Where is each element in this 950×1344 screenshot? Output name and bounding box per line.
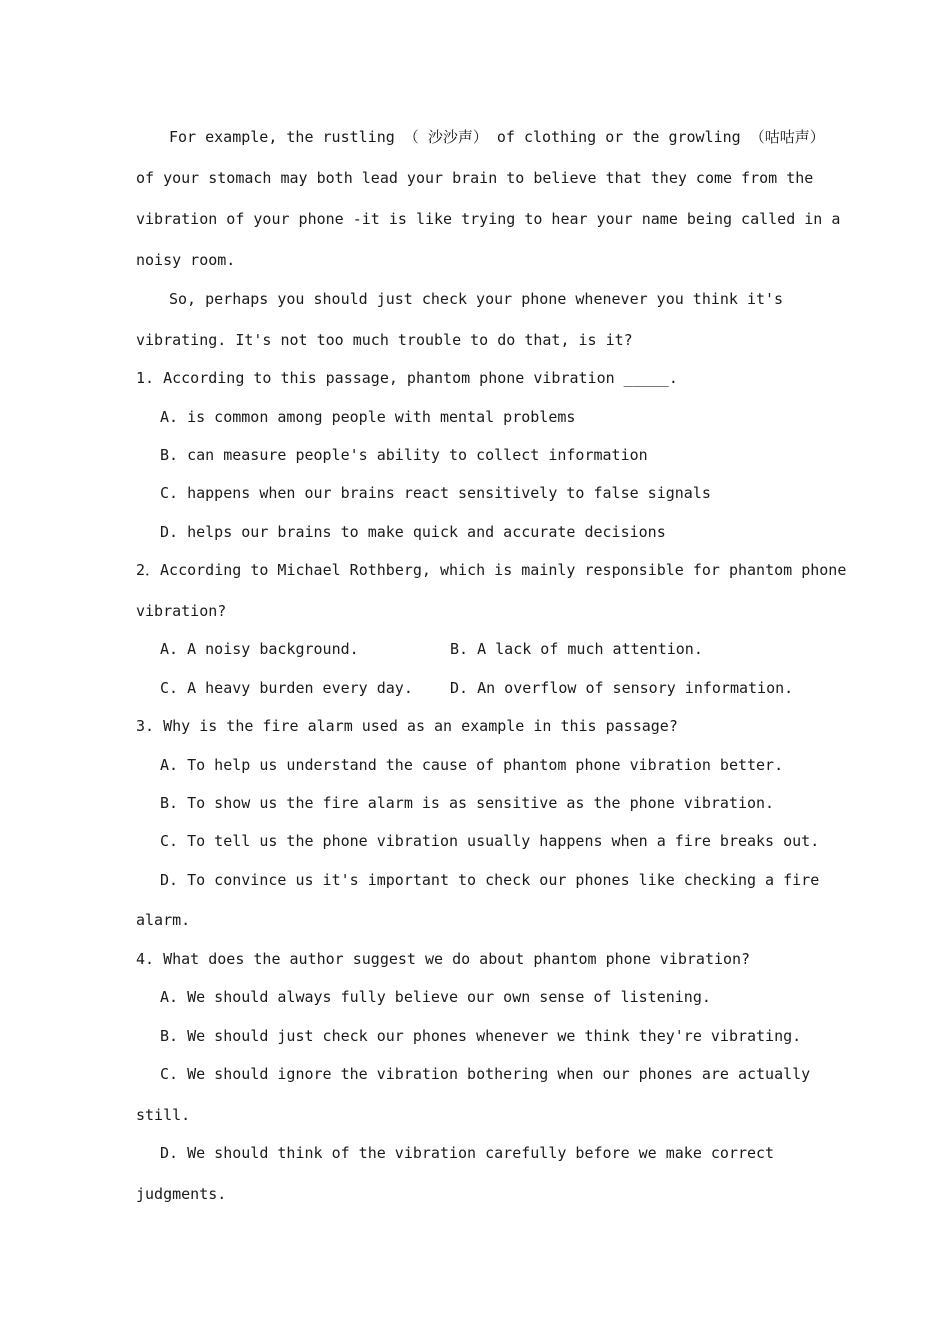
question-2-stem-cont: vibration? bbox=[136, 602, 227, 620]
question-4-option-c-cont: still. bbox=[136, 1106, 191, 1124]
question-3-stem: 3. Why is the fire alarm used as an example in this passage? bbox=[136, 717, 678, 735]
question-1-option-d: D. helps our brains to make quick and accurate decisions bbox=[160, 523, 666, 541]
question-4-option-d: D. We should think of the vibration carefully before we make correct bbox=[160, 1144, 775, 1162]
question-1-option-b: B. can measure people's ability to collect information bbox=[160, 446, 648, 464]
passage-line: noisy room. bbox=[136, 251, 236, 269]
question-4-option-d-cont: judgments. bbox=[136, 1185, 227, 1203]
question-4-stem: 4. What does the author suggest we do about phantom phone vibration? bbox=[136, 950, 751, 968]
question-4-option-b: B. We should just check our phones whenever we think they're vibrating. bbox=[160, 1027, 802, 1045]
question-3-option-b: B. To show us the fire alarm is as sensitive as the phone vibration. bbox=[160, 794, 775, 812]
question-3-option-c: C. To tell us the phone vibration usually happens when a fire breaks out. bbox=[160, 832, 820, 850]
passage-line: vibration of your phone -it is like trying to hear your name being called in a bbox=[136, 210, 841, 228]
question-1-stem: 1. According to this passage, phantom phone vibration _____. bbox=[136, 369, 678, 387]
question-2-option-d: D. An overflow of sensory information. bbox=[450, 679, 794, 697]
question-3-option-d-cont: alarm. bbox=[136, 911, 191, 929]
question-2-option-b: B. A lack of much attention. bbox=[450, 640, 703, 658]
question-3-option-d: D. To convince us it's important to check our phones like checking a fire bbox=[160, 871, 820, 889]
question-2-option-a: A. A noisy background. bbox=[160, 640, 359, 658]
question-2-stem: 2．According to Michael Rothberg, which is mainly responsible for phantom phone bbox=[136, 561, 847, 579]
question-1-option-a: A. is common among people with mental problems bbox=[160, 408, 576, 426]
question-2-option-c: C. A heavy burden every day. bbox=[160, 679, 413, 697]
question-1-option-c: C. happens when our brains react sensitively to false signals bbox=[160, 484, 711, 502]
passage-line: For example, the rustling （ 沙沙声） of clothing or the growling （咕咕声） bbox=[169, 128, 825, 146]
passage-line: vibrating. It's not too much trouble to do that, is it? bbox=[136, 331, 633, 349]
passage-line: of your stomach may both lead your brain to believe that they come from the bbox=[136, 169, 814, 187]
question-3-option-a: A. To help us understand the cause of phantom phone vibration better. bbox=[160, 756, 784, 774]
question-4-option-a: A. We should always fully believe our own sense of listening. bbox=[160, 988, 711, 1006]
question-4-option-c: C. We should ignore the vibration bothering when our phones are actually bbox=[160, 1065, 811, 1083]
passage-line: So, perhaps you should just check your phone whenever you think it's bbox=[169, 290, 784, 308]
